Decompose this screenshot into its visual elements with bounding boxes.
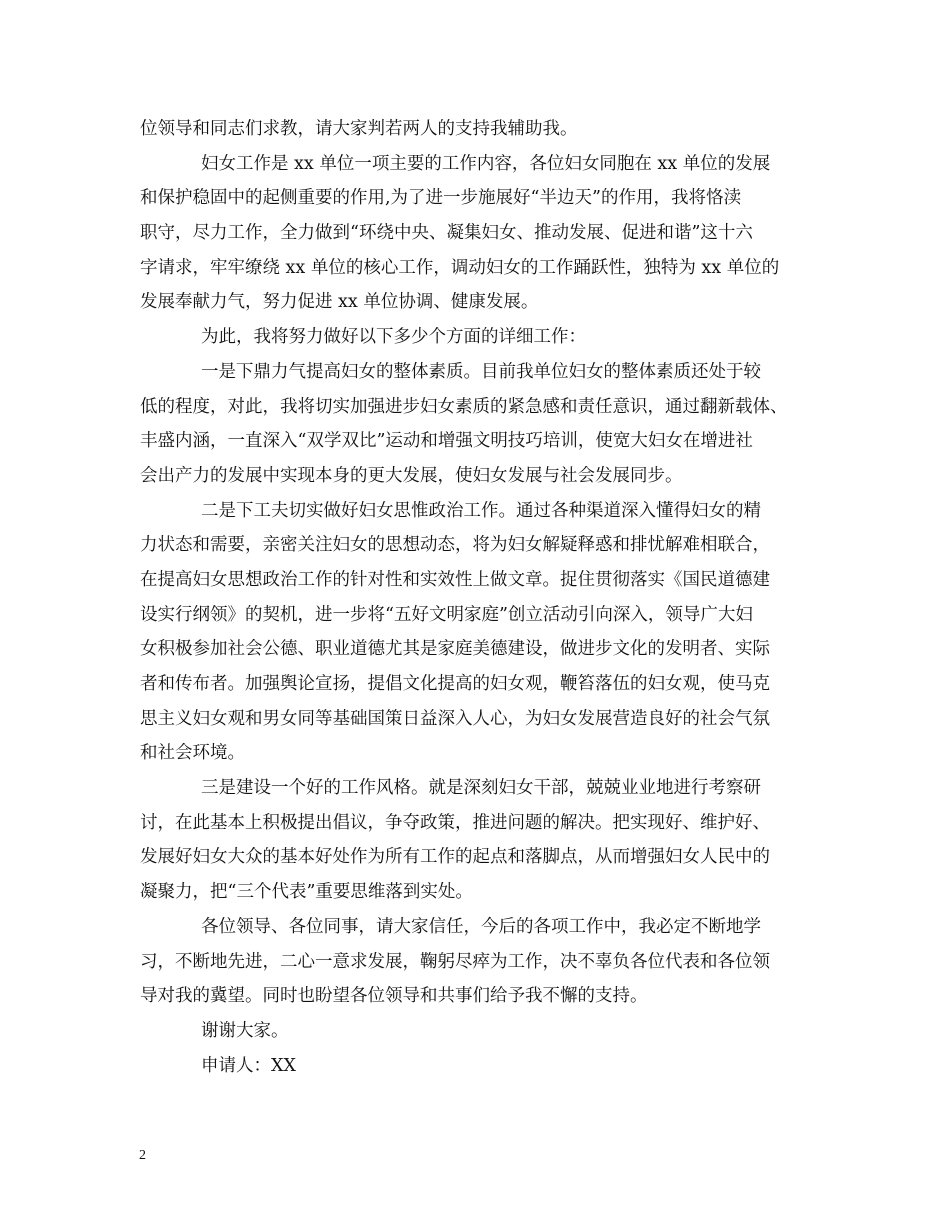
text-line: 和保护稳固中的起侧重要的作用,为了进一步施展好“半边天”的作用，我将恪渎 xyxy=(140,188,741,209)
page-number: 2 xyxy=(139,1148,146,1163)
text-line: 发展好妇女大众的基本好处作为所有工作的起点和落脚点，从而增强妇女人民中的 xyxy=(140,847,770,868)
text-line: 二是下工夫切实做好妇女思惟政治工作。通过各种渠道深入懂得妇女的精 xyxy=(201,500,761,521)
text-line: 会出产力的发展中实现本身的更大发展，使妇女发展与社会发展同步。 xyxy=(140,465,683,486)
text-line: 力状态和需要，亲密关注妇女的思想动态，将为妇女解疑释惑和排忧解难相联合， xyxy=(140,535,770,556)
text-line: 讨，在此基本上积极提出倡议，争夺政策，推进问题的解决。把实现好、维护好、 xyxy=(140,812,770,833)
text-line: 职守，尽力工作，全力做到“环绕中央、凝集妇女、推动发展、促进和谐”这十六 xyxy=(140,223,753,244)
text-line: 低的程度，对此，我将切实加强进步妇女素质的紧急感和责任意识，通过翻新载体、 xyxy=(140,396,788,417)
text-line: 各位领导、各位同事，请大家信任，今后的各项工作中，我必定不断地学 xyxy=(201,916,761,937)
text-line: 设实行纲领》的契机，进一步将“五好文明家庭”创立活动引向深入，领导广大妇 xyxy=(140,604,753,625)
text-line: 字请求，牢牢缭绕 xx 单位的核心工作，调动妇女的工作踊跃性，独特为 xx 单位的 xyxy=(140,257,780,278)
text-line: 丰盛内涵，一直深入“双学双比”运动和增强文明技巧培训，使宽大妇女在增进社 xyxy=(140,431,753,452)
text-line: 和社会环境。 xyxy=(140,743,245,764)
text-line: 女积极参加社会公德、职业道德尤其是家庭美德建设，做进步文化的发明者、实际 xyxy=(140,639,770,660)
document-body xyxy=(140,112,812,1083)
text-line: 导对我的冀望。同时也盼望各位领导和共事们给予我不懈的支持。 xyxy=(140,986,648,1007)
text-line: 凝聚力，把“三个代表”重要思维落到实处。 xyxy=(140,882,473,903)
text-line: 为此，我将努力做好以下多少个方面的详细工作： xyxy=(201,327,586,348)
text-line: 谢谢大家。 xyxy=(201,1020,289,1041)
text-line: 在提高妇女思想政治工作的针对性和实效性上做文章。捉住贯彻落实《国民道德建 xyxy=(140,569,770,590)
text-line: 位领导和同志们求教，请大家判若两人的支持我辅助我。 xyxy=(140,119,578,139)
text-line: 申请人：XX xyxy=(201,1055,296,1076)
text-line: 发展奉献力气，努力促进 xx 单位协调、健康发展。 xyxy=(140,292,539,313)
text-line: 三是建设一个好的工作风格。就是深刻妇女干部，兢兢业业地进行考察研 xyxy=(201,778,761,799)
text-line: 者和传布者。加强舆论宣扬，提倡文化提高的妇女观，鞭笞落伍的妇女观，使马克 xyxy=(140,674,770,694)
text-line: 思主义妇女观和男女同等基础国策日益深入人心，为妇女发展营造良好的社会气氛 xyxy=(140,708,770,729)
text-line: 习，不断地先进，二心一意求发展，鞠躬尽瘁为工作，决不辜负各位代表和各位领 xyxy=(140,951,770,972)
text-line: 一是下鼎力气提高妇女的整体素质。目前我单位妇女的整体素质还处于较 xyxy=(201,361,761,382)
text-line: 妇女工作是 xx 单位一项主要的工作内容，各位妇女同胞在 xx 单位的发展 xyxy=(201,153,771,174)
